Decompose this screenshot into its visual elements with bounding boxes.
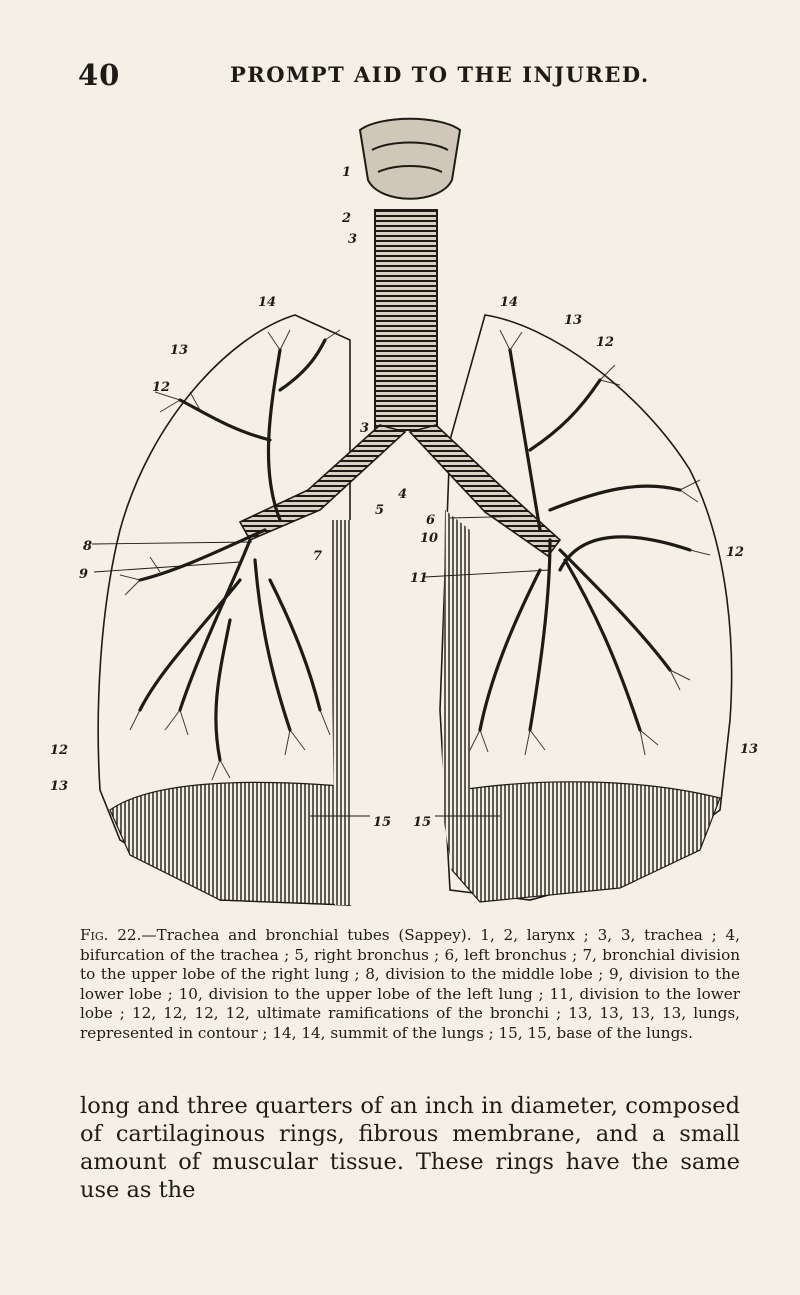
trachea-lungs-figure [50,110,780,920]
callout-13-right: 13 [740,742,759,757]
callout-11: 11 [410,571,429,586]
left-lung-base [452,782,720,902]
callout-13-upper-right: 13 [564,313,583,328]
callout-3-lower: 3 [360,421,370,436]
right-bronchial-tree [140,340,325,760]
page-header [0,58,800,98]
callout-7: 7 [313,549,323,564]
callout-15-left: 15 [373,815,392,830]
callout-14-left: 14 [258,295,277,310]
callout-12-right: 12 [726,545,745,560]
trachea [375,210,437,430]
callout-9: 9 [79,567,89,582]
callout-3-top: 3 [348,232,358,247]
figure-label: Fig. 22. [80,926,142,944]
figure-caption [80,926,740,1043]
trachea-lungs-illustration [50,110,780,920]
callout-12-upper-right: 12 [596,335,615,350]
callout-13-left: 13 [50,779,69,794]
callout-2: 2 [342,211,352,226]
page-number: 40 [78,58,121,92]
caption-text: —Trachea and bronchial tubes (Sappey). 1, 2, larynx ; 3, 3, trachea ; 4, bifurcation of the trachea ; 5, right bronchus ; 6, left bronchus ; 7, bronchial division to the upper lobe of the right lung ; 8, division to the middle lobe ; 9, division to the lower lobe ; 10, division to the upper lobe of the left lung ; 11, division to the lower lobe ; 12, 12, 12, 12, ultimate ramifications of the bronchi ; 13, 13, 13, 13, lungs, represented in contour ; 14, 14, summit of the lungs ; 15, 15, base of the lungs. [80,926,740,1042]
callout-10: 10 [420,531,439,546]
callout-5: 5 [375,503,385,518]
callout-12-upper-left: 12 [152,380,171,395]
callout-1: 1 [342,165,352,180]
callout-6: 6 [426,513,436,528]
callout-13-upper-left: 13 [170,343,189,358]
right-lung-base [110,782,350,905]
callout-14-right: 14 [500,295,519,310]
callout-8: 8 [83,539,93,554]
running-head: PROMPT AID TO THE INJURED. [230,62,650,87]
body-paragraph: long and three quarters of an inch in diameter, composed of cartilaginous rings, fibrous membrane, and a small amount of muscular tissue. These rings have the same use as the [80,1093,740,1203]
right-bronchus [240,425,408,540]
callout-12-left: 12 [50,743,69,758]
callout-15-right: 15 [413,815,432,830]
callout-4: 4 [398,487,408,502]
left-bronchial-tree [480,350,690,730]
larynx [360,119,460,199]
